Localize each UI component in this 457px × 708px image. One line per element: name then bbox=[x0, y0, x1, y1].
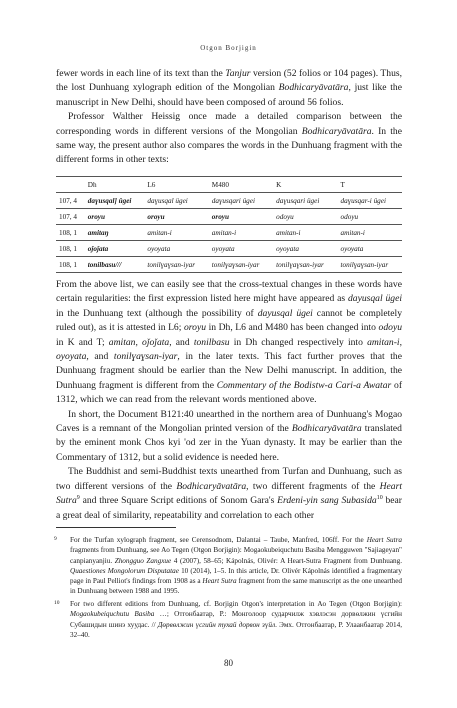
table-cell: oyoyata bbox=[144, 241, 208, 257]
paragraph-3: From the above list, we can easily see that the cross-textual changes in these words have certain regularities: the first expression listed here might have appeared as dayusqal ügei in the Dunhuang text (although the possibility of dayusqal ügei cannot be completely ruled out), as it is attested in L6; oroyu in Dh, L6 and M480 has been changed into odoyu in K and T; amitan, oǰoǰata, and tonilbasu in Dh changed respectively into amitan-i, oyoyata, and tonilɣaɣsan-iyar, in the later texts. This fact further proves that the Dunhuang fragment should be earlier than the New Delhi manuscript. In addition, the Dunhuang fragment is different from the Commentary of the Bodistw-a Cari-a Awatar of 1312, which we can read from the relevant words mentioned above. bbox=[56, 279, 403, 406]
footnote-number: 10 bbox=[54, 600, 60, 606]
body-text-bottom bbox=[56, 278, 402, 523]
table-cell: tonilbasu/// bbox=[85, 257, 145, 273]
table-row bbox=[56, 225, 402, 241]
table-cell: 108, 1 bbox=[56, 241, 85, 257]
table-row bbox=[56, 257, 402, 273]
footnote-number: 9 bbox=[54, 536, 57, 542]
table-row bbox=[56, 209, 402, 225]
table-cell: amitaŋ bbox=[85, 225, 145, 241]
paragraph-1: fewer words in each line of its text than the Tanjur version (52 folios or 104 pages). Thus, the lost Dunhuang xylograph edition of the Mongolian Bodhicaryāvatāra, just like the manuscript in New Delhi, should have been composed of around 56 folios. bbox=[56, 68, 402, 108]
table-cell: 108, 1 bbox=[56, 225, 85, 241]
table-cell: odoyu bbox=[273, 209, 337, 225]
table-cell: tonilɣaɣsan-iyar bbox=[338, 257, 402, 273]
table-header-cell: L6 bbox=[144, 177, 208, 193]
table-header-row bbox=[56, 177, 402, 193]
footnote-9 bbox=[56, 535, 402, 597]
table-cell: daɣusqal ügei bbox=[144, 193, 208, 209]
table-cell: oyoyata bbox=[273, 241, 337, 257]
comparison-table bbox=[56, 176, 402, 273]
footnote-text: For two different editions from Dunhuang, cf. Borjigin Otgon's interpretation in Ao Tegen (Otgon Borjigin): Mogaokubeiquchutu Basiba …; Отгонбаатар, Р.: Монголоор сударчилж хэвлэсэн дорвөлжин үсгийн Субашидын шинэ хуудас. // Дөрвөлжин үсгийн тухай дорвон зүйл. Эмх. Отгонбаатар, Р. Улаанбаатар 2014, 32–40. bbox=[70, 600, 403, 639]
running-header: Otgon Borjigin bbox=[200, 44, 257, 52]
footnote-ref[interactable]: 9 bbox=[76, 494, 80, 501]
table-cell: 108, 1 bbox=[56, 257, 85, 273]
footnote-ref[interactable]: 10 bbox=[376, 494, 383, 501]
table-cell: oroyu bbox=[209, 209, 273, 225]
table-cell: oroyu bbox=[144, 209, 208, 225]
table-cell: oyoyata bbox=[209, 241, 273, 257]
table-header-cell bbox=[56, 177, 85, 193]
table-row bbox=[56, 241, 402, 257]
paragraph-2: Professor Walther Heissig once made a detailed comparison between the corresponding words in different versions of the Mongolian Bodhicaryāvatāra. In the same way, the present author also compares the words in the Dunhuang fragment with the different forms in other texts: bbox=[56, 111, 402, 166]
table-cell: oroyu bbox=[85, 209, 145, 225]
table-cell: daɣusqari ügei bbox=[273, 193, 337, 209]
table-cell: amitan-i bbox=[273, 225, 337, 241]
table-cell: tonilɣaɣsan-iyar bbox=[144, 257, 208, 273]
footnote-divider bbox=[56, 527, 176, 528]
table-cell: daɣusqal] ügei bbox=[85, 193, 145, 209]
table-cell: amitan-i bbox=[209, 225, 273, 241]
table-header-cell: Dh bbox=[85, 177, 145, 193]
body-text-top bbox=[56, 67, 402, 168]
table-header-cell: K bbox=[273, 177, 337, 193]
table-header-cell: M480 bbox=[209, 177, 273, 193]
table-cell: oǰoǰata bbox=[85, 241, 145, 257]
paragraph-4: In short, the Document B121:40 unearthed in the northern area of Dunhuang's Mogao Caves is a remnant of the Mongolian printed version of the Bodhicaryāvatāra translated by the eminent monk Chos kyi 'od zer in the Yuan dynasty. It may be earlier than the Commentary of 1312, but a solid evidence is needed here. bbox=[56, 408, 402, 463]
table-cell: amitan-i bbox=[338, 225, 402, 241]
table-cell: tonilɣaɣsan-iyar bbox=[273, 257, 337, 273]
table-cell: daɣusqari ügei bbox=[209, 193, 273, 209]
table-header-cell: T bbox=[338, 177, 402, 193]
footnote-10 bbox=[56, 599, 402, 640]
page-number: 80 bbox=[224, 658, 233, 668]
table-row bbox=[56, 193, 402, 209]
paragraph-5: The Buddhist and semi-Buddhist texts unearthed from Turfan and Dunhuang, such as two different versions of the Bodhicaryāvatāra, two different fragments of the Heart Sutra$^9$ and three Square Script editions of Sonom Gara's Erdeni-yin sang Subasida$^{10}$ bear a great deal of similarity, repeatability and correlation to each other bbox=[56, 466, 402, 521]
table-cell: odoyu bbox=[338, 209, 402, 225]
table-cell: daɣusqar-i ügei bbox=[338, 193, 402, 209]
table-cell: oyoyata bbox=[338, 241, 402, 257]
footnote-text: For the Turfan xylograph fragment, see Cerensodnom, Dalantai – Taube, Manfred, 106ff. For the Heart Sutra fragments from Dunhuang, see Ao Tegen (Otgon Borjigin): Mogaokubeiquchutu Basiba Mengguwen "Sajiageyan" canpianyanjiu. Zhongguo Zangxue 4 (2007), 58–65; Kápolnás, Olivér: A Heart-Sutra Fragment from Dunhuang. Quaestiones Mongolorum Disputatae 10 (2014), 1–5. In this article, Dr. Olivér Kápolnás identified a fragmentary page in Paul Pelliot's findings from 1908 as a Heart Sutra fragment from the same manuscript as the one unearthed in Dunhuang between 1988 and 1995. bbox=[70, 536, 403, 596]
table-cell: amitan-i bbox=[144, 225, 208, 241]
table-cell: 107, 4 bbox=[56, 209, 85, 225]
table-cell: 107, 4 bbox=[56, 193, 85, 209]
table-cell: tonilɣaɣsan-iyar bbox=[209, 257, 273, 273]
